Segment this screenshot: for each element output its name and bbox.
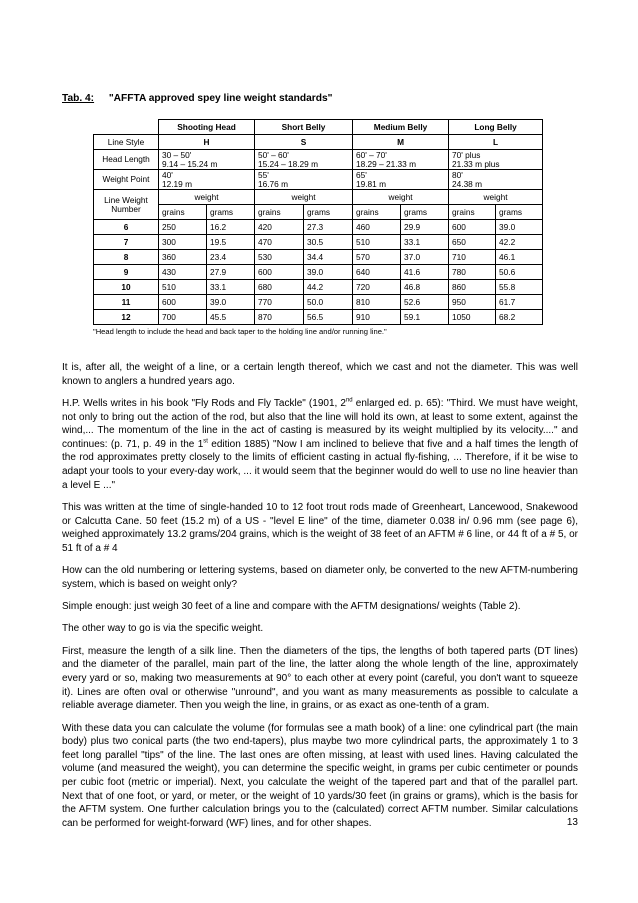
table-cell: 700 [159,310,207,325]
table-cell: 950 [449,295,496,310]
head-length-row [94,150,543,170]
page-number: 13 [566,817,578,828]
table-cell: 19.5 [207,235,255,250]
table-cell: 780 [449,265,496,280]
table-cell: 420 [255,220,304,235]
line-weight-number: 10 [94,280,159,295]
table-cell: 860 [449,280,496,295]
table-cell: 640 [353,265,401,280]
table-cell: 23.4 [207,250,255,265]
head-length-cell: 30 – 50' 9.14 – 15.24 m [159,150,255,170]
paragraph: First, measure the length of a silk line. Then the diameters of the tips, the lengths of both tapered parts (DT lines) and the diameter of the parallel, main part of the line, the latter along the whole length of the line, approximately every yard or so, making two measurements at 90° to each other at every point (careful, you don't want to squeeze it). Lines are often oval or otherwise "unround", and you want as many measurements as possible to calculate a reliable average diameter. Then you weigh the line, in grains, or as exact as one-tenth of a gram. [62,645,578,712]
paragraph: How can the old numbering or lettering systems, based on diameter only, be converted to the new AFTM-numbering system, which is based on weight only? [62,565,578,590]
table-cell: 39.0 [496,220,543,235]
table-row [94,235,543,250]
table-cell: 510 [353,235,401,250]
table-title: "AFFTA approved spey line weight standards" [108,93,333,104]
line-style-row [94,135,543,150]
table-cell: 52.6 [401,295,449,310]
table-cell: 39.0 [207,295,255,310]
head-length-cell: 70' plus 21.33 m plus [449,150,543,170]
group-header: Shooting Head [159,120,255,135]
table-cell: 33.1 [207,280,255,295]
table-cell: 56.5 [304,310,353,325]
paragraph: The other way to go is via the specific weight. [62,623,264,635]
table-cell: 45.5 [207,310,255,325]
line-weight-number: 12 [94,310,159,325]
paragraph: Simple enough: just weigh 30 feet of a line and compare with the AFTM designations/ weights (Table 2). [62,601,521,613]
table-cell: 44.2 [304,280,353,295]
table-cell: 46.8 [401,280,449,295]
table-cell: 870 [255,310,304,325]
line-weight-number-label: Line Weight Number [94,190,159,220]
table-cell: 59.1 [401,310,449,325]
group-header: Short Belly [255,120,353,135]
weight-header: weight [353,190,449,205]
table-row [94,295,543,310]
grains-header: grains [449,205,496,220]
grains-header: grains [353,205,401,220]
table-cell: 27.9 [207,265,255,280]
table-cell: 30.5 [304,235,353,250]
style-code: L [449,135,543,150]
table-cell: 50.0 [304,295,353,310]
head-length-cell: 60' – 70' 18.29 – 21.33 m [353,150,449,170]
weight-point-cell: 65' 19.81 m [353,170,449,190]
table-cell: 39.0 [304,265,353,280]
table-caption [62,93,332,104]
body-text [62,361,578,839]
table-cell: 600 [255,265,304,280]
row-label: Weight Point [94,170,159,190]
table-cell: 530 [255,250,304,265]
table-cell: 41.6 [401,265,449,280]
table-cell: 810 [353,295,401,310]
table-cell: 680 [255,280,304,295]
table-number: Tab. 4: [62,93,95,104]
paragraph: It is, after all, the weight of a line, or a certain length thereof, which we cast and not the diameter. This was well known to anglers a hundred years ago. [62,362,578,387]
table-cell: 300 [159,235,207,250]
table-cell: 37.0 [401,250,449,265]
weight-point-cell: 55' 16.76 m [255,170,353,190]
weight-header: weight [159,190,255,205]
table-row [94,280,543,295]
row-label: Line Style [94,135,159,150]
style-code: H [159,135,255,150]
weight-header: weight [449,190,543,205]
table-group-header-row [94,120,543,135]
table-row [94,265,543,280]
table-cell: 29.9 [401,220,449,235]
paragraph: H.P. Wells writes in his book "Fly Rods and Fly Tackle" (1901, 2nd enlarged ed. p. 65): "Third. We must have weight, not only to bring out the action of the rod, but also that the line will hold its own, at least to some extent, against the wind,... The momentum of the line in the act of casting is measured by its weight multiplied by its velocity...." and continues: (p. 71, p. 49 in the 1st edition 1885) "Now I am inclined to believe that five and a half times the length of the rod approximates pretty closely to the limits of efficient casting in actual fly-fishing, ... Therefore, if it be wise to adapt your tools to your every-day work, ... it would seem that the beginner would do well to use no line heavier than a level E ..." [62,397,578,491]
grains-header: grains [255,205,304,220]
paragraph: This was written at the time of single-handed 10 to 12 foot trout rods made of Greenheart, Lancewood, Snakewood or Calcutta Cane. 50 feet (15.2 m) of a US - "level E line" of the time, diameter 0.038 in/ 0.96 mm (see page 6), weighed approximately 13.2 grams/204 grains, which is the weight of 38 feet of an AFTM # 6 line, or 44 ft of a # 5, or 51 ft of a # 4 [62,501,578,554]
table-footnote: "Head length to include the head and back taper to the holding line and/or running line." [93,327,387,336]
weight-point-cell: 80' 24.38 m [449,170,543,190]
style-code: M [353,135,449,150]
table-row [94,310,543,325]
grams-header: grams [401,205,449,220]
paragraph: With these data you can calculate the volume (for formulas see a math book) of a line: one cylindrical part (the main body) plus two conical parts (the two end-tapers), plus maybe two more cylindrical parts, the approximately 1 to 3 feet long parallel "tips" of the line. The last ones are often missing, at least with used lines. Having calculated the volume (and measured the weight), you can determine the specific weight, in grams per cubic centimeter or pounds per cubic foot (metric or imperial). Next, you calculate the weight of the tapered part and that of the parallel part. Next that of one foot, or yard, or meter, or the weight of 10 yards/30 feet (in grains or grams), which is the basis for the AFTM system. One further calculation brings you to the (calculated) correct AFTM number. Similar calculations can be performed for weight-forward (WF) lines, and for other shapes. [62,722,578,829]
grams-header: grams [304,205,353,220]
table-cell: 910 [353,310,401,325]
table-cell: 710 [449,250,496,265]
line-weight-number: 11 [94,295,159,310]
line-weight-number: 7 [94,235,159,250]
table-cell: 360 [159,250,207,265]
unit-header-row [94,205,543,220]
table-cell: 430 [159,265,207,280]
table-cell: 42.2 [496,235,543,250]
table-cell: 33.1 [401,235,449,250]
table-cell: 720 [353,280,401,295]
table-cell: 460 [353,220,401,235]
table-cell: 27.3 [304,220,353,235]
table-cell: 46.1 [496,250,543,265]
table-cell: 470 [255,235,304,250]
table-cell: 61.7 [496,295,543,310]
line-weight-number: 8 [94,250,159,265]
line-weight-number: 6 [94,220,159,235]
table-cell: 50.6 [496,265,543,280]
table-cell: 650 [449,235,496,250]
table-cell: 770 [255,295,304,310]
spey-weight-table [93,119,543,325]
table-cell: 68.2 [496,310,543,325]
row-label: Head Length [94,150,159,170]
line-weight-number: 9 [94,265,159,280]
grams-header: grams [207,205,255,220]
group-header: Medium Belly [353,120,449,135]
style-code: S [255,135,353,150]
empty-corner-cell [94,120,159,135]
table-cell: 570 [353,250,401,265]
head-length-cell: 50' – 60' 15.24 – 18.29 m [255,150,353,170]
table-cell: 510 [159,280,207,295]
grams-header: grams [496,205,543,220]
table-cell: 55.8 [496,280,543,295]
table-cell: 16.2 [207,220,255,235]
group-header: Long Belly [449,120,543,135]
grains-header: grains [159,205,207,220]
weight-subheader-row [94,190,543,205]
table-cell: 250 [159,220,207,235]
table-row [94,220,543,235]
weight-point-cell: 40' 12.19 m [159,170,255,190]
table-row [94,250,543,265]
weight-header: weight [255,190,353,205]
table-cell: 600 [159,295,207,310]
weight-point-row [94,170,543,190]
table-cell: 600 [449,220,496,235]
table-cell: 1050 [449,310,496,325]
table-cell: 34.4 [304,250,353,265]
